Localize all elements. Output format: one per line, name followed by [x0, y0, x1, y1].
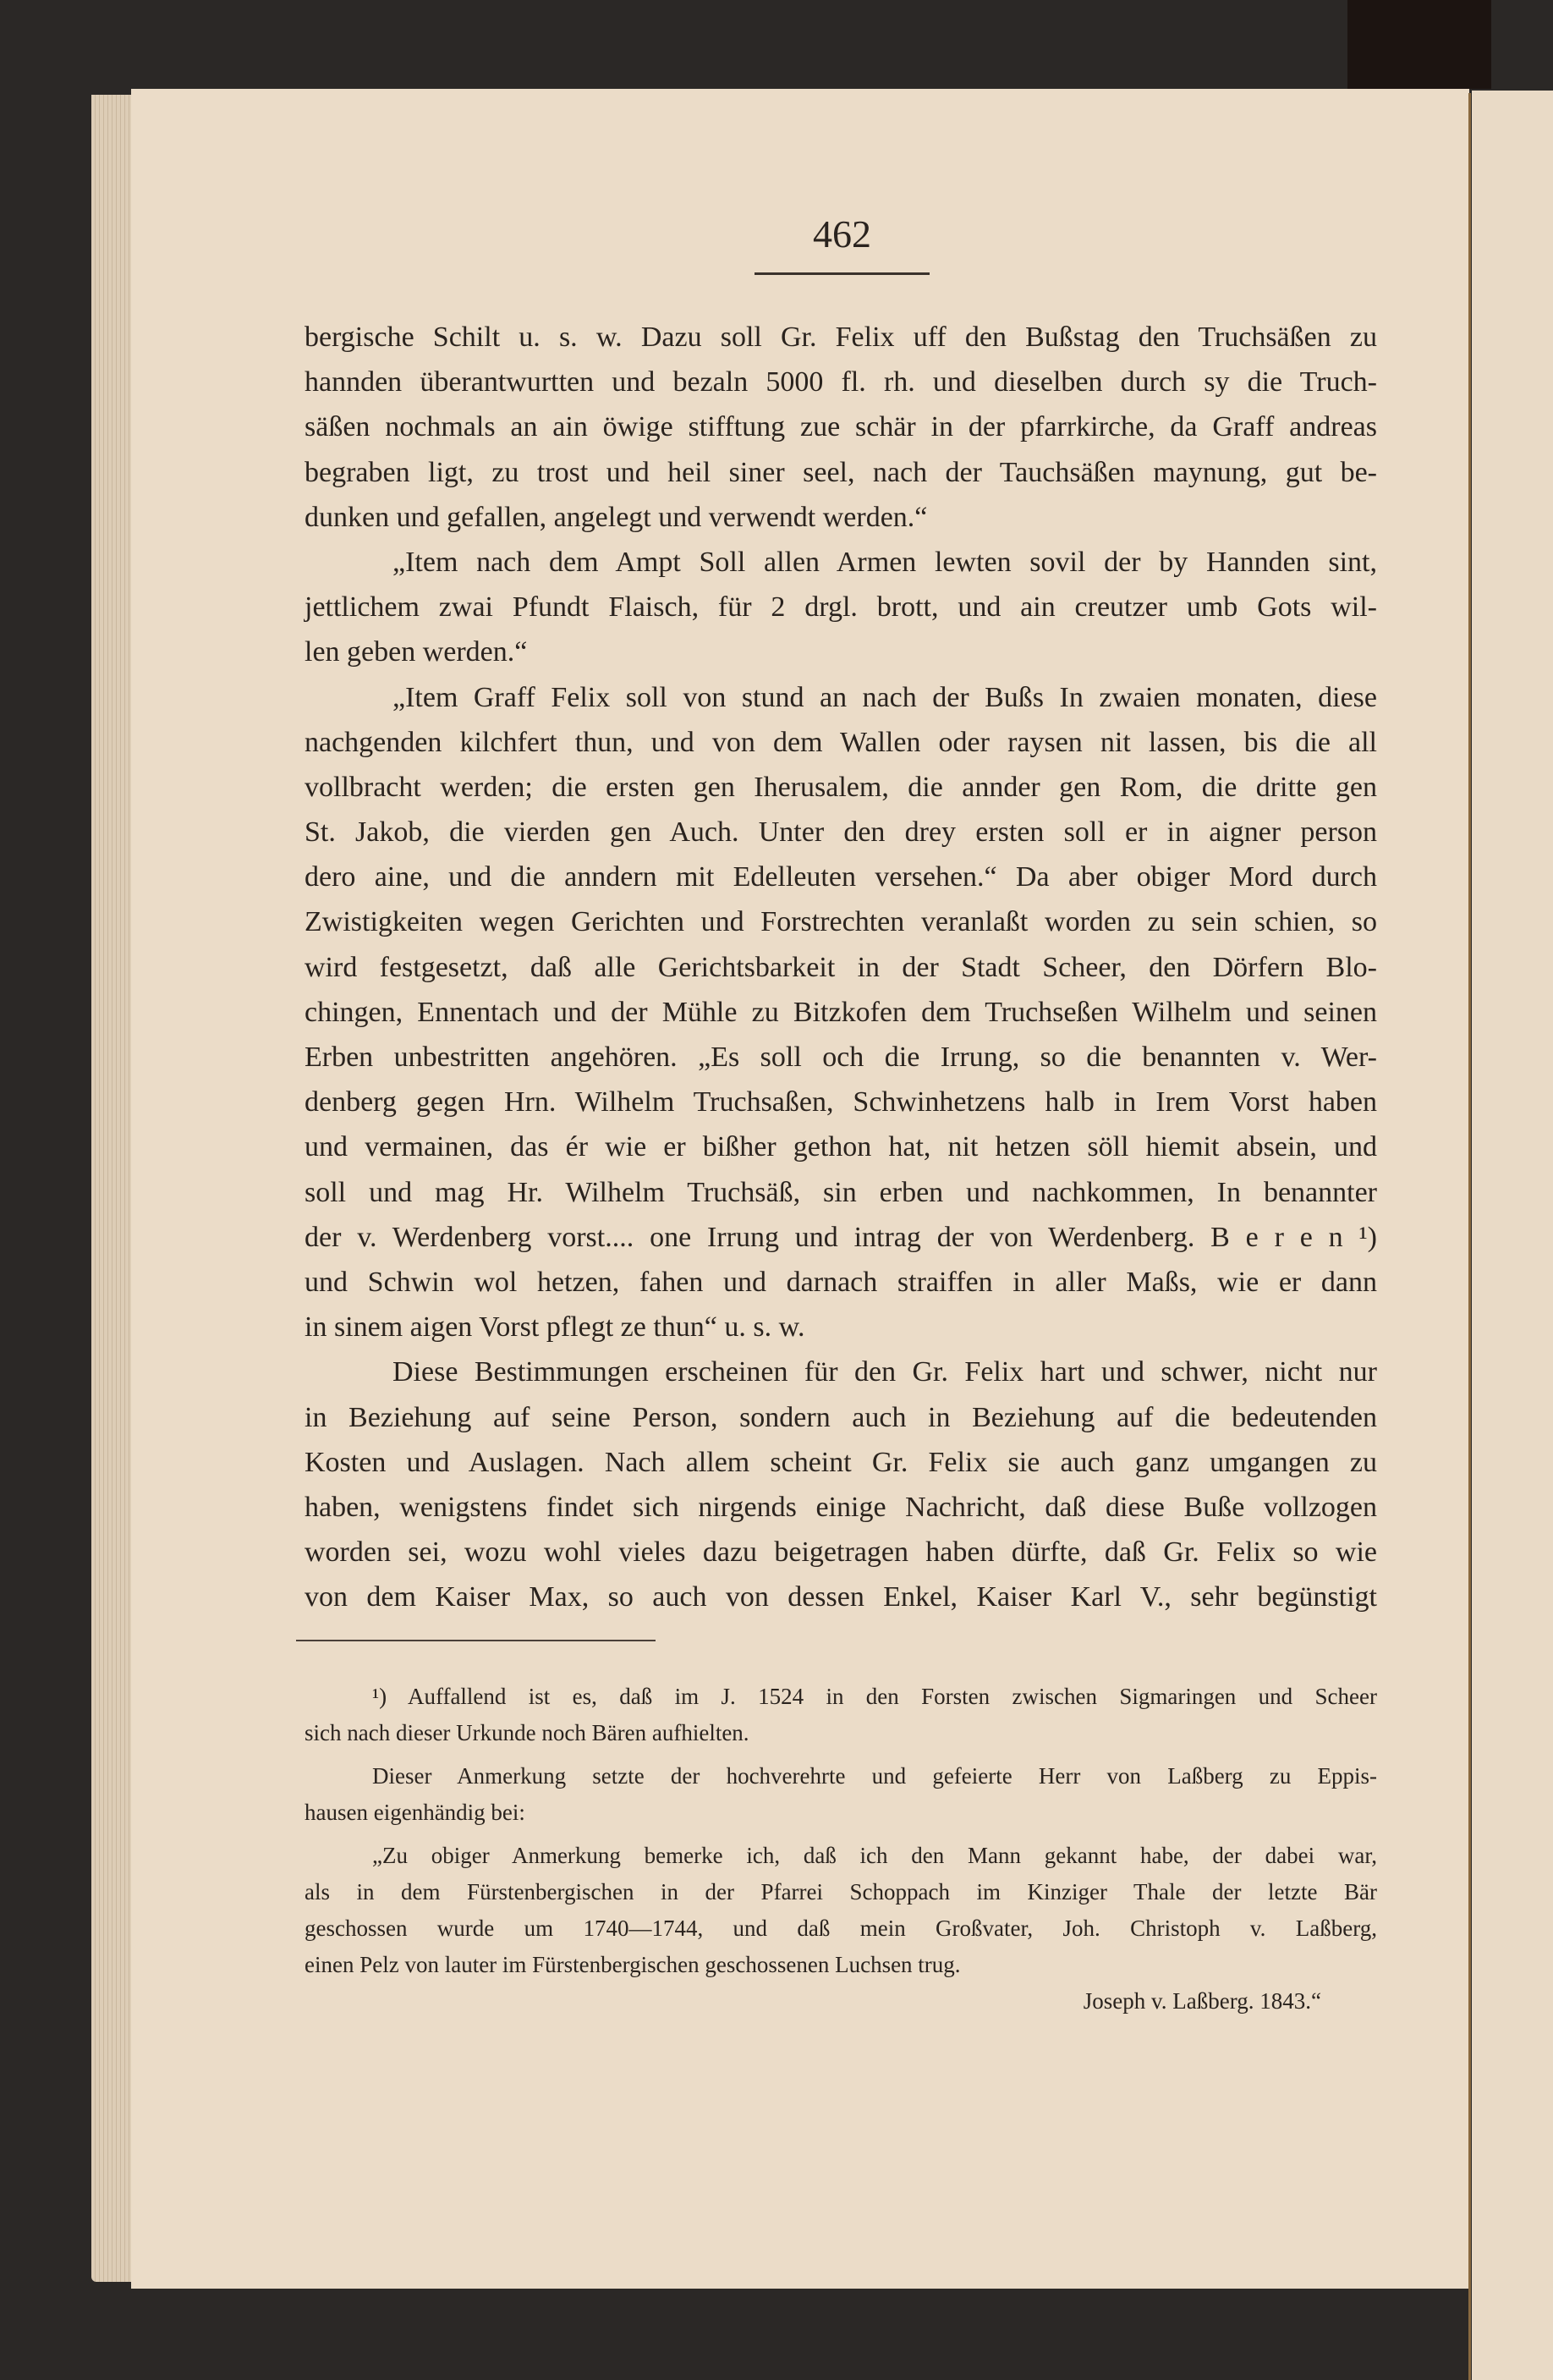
text-line: dunken und gefallen, angelegt und verwendt werden.“	[305, 501, 928, 533]
footnotes	[305, 1679, 1377, 2020]
text-line: „Item Graff Felix soll von stund an nach der Bußs In zwaien monaten, diese	[392, 681, 1377, 713]
footnote-line: ¹) Auffallend ist es, daß im J. 1524 in den Forsten zwischen Sigmaringen und Scheer	[372, 1684, 1377, 1709]
text-line: wird festgesetzt, daß alle Gerichtsbarkeit in der Stadt Scheer, den Dörfern Blo-	[305, 951, 1377, 983]
footnote-line: hausen eigenhändig bei:	[305, 1800, 525, 1825]
footnote-line: als in dem Fürstenbergischen in der Pfarrei Schoppach im Kinziger Thale der letzte Bär	[305, 1879, 1377, 1905]
footnote-line: sich nach dieser Urkunde noch Bären aufhielten.	[305, 1720, 749, 1745]
footnote-line: „Zu obiger Anmerkung bemerke ich, daß ich den Mann gekannt habe, der dabei war,	[372, 1843, 1377, 1868]
text-line: von dem Kaiser Max, so auch von dessen Enkel, Kaiser Karl V., sehr begünstigt	[305, 1581, 1377, 1613]
text-line: vollbracht werden; die ersten gen Iherusalem, die annder gen Rom, die dritte gen	[305, 771, 1377, 803]
text-line: „Item nach dem Ampt Soll allen Armen lewten sovil der by Hannden sint,	[392, 546, 1377, 578]
page-number: 462	[813, 212, 871, 256]
text-line: in sinem aigen Vorst pflegt ze thun“ u. s. w.	[305, 1311, 805, 1344]
scan-background-band	[1347, 0, 1491, 89]
text-line: haben, wenigstens findet sich nirgends einige Nachricht, daß diese Buße vollzogen	[305, 1491, 1377, 1523]
text-line: Zwistigkeiten wegen Gerichten und Forstrechten veranlaßt worden zu sein schien, so	[305, 906, 1377, 938]
footnote-line: Dieser Anmerkung setzte der hochverehrte und gefeierte Herr von Laßberg zu Eppis-	[372, 1763, 1377, 1789]
text-line: Kosten und Auslagen. Nach allem scheint Gr. Felix sie auch ganz umgangen zu	[305, 1446, 1377, 1478]
footnote-line: Joseph v. Laßberg. 1843.“	[1083, 1988, 1321, 2014]
text-line: begraben ligt, zu trost und heil siner seel, nach der Tauchsäßen maynung, gut be-	[305, 456, 1377, 488]
text-line: in Beziehung auf seine Person, sondern auch in Beziehung auf die bedeutenden	[305, 1401, 1377, 1433]
body-text	[305, 315, 1377, 1619]
text-line: St. Jakob, die vierden gen Auch. Unter den drey ersten soll er in aigner person	[305, 816, 1377, 849]
text-line: bergische Schilt u. s. w. Dazu soll Gr. Felix uff den Bußstag den Truchsäßen zu	[305, 322, 1377, 353]
text-line: und Schwin wol hetzen, fahen und darnach straiffen in aller Maßs, wie er dann	[305, 1266, 1377, 1298]
text-line: der v. Werdenberg vorst.... one Irrung und intrag der von Werdenberg. B e r e n ¹)	[305, 1221, 1377, 1253]
text-line: jettlichem zwai Pfundt Flaisch, für 2 drgl. brott, und ain creutzer umb Gots wil-	[305, 591, 1377, 624]
facing-page-edge	[1472, 91, 1553, 2380]
text-line: denberg gegen Hrn. Wilhelm Truchsaßen, Schwinhetzens halb in Irem Vorst haben	[305, 1086, 1377, 1119]
text-line: worden sei, wozu wohl vieles dazu beigetragen haben dürfte, daß Gr. Felix so wie	[305, 1536, 1377, 1569]
page-stack-edge	[91, 95, 134, 2282]
text-line: chingen, Ennentach und der Mühle zu Bitzkofen dem Truchseßen Wilhelm und seinen	[305, 996, 1377, 1028]
text-line: soll und mag Hr. Wilhelm Truchsäß, sin erben und nachkommen, In benannter	[305, 1176, 1377, 1208]
text-line: und vermainen, das ér wie er bißher gethon hat, nit hetzen söll hiemit absein, und	[305, 1131, 1377, 1163]
text-line: hannden überantwurtten und bezaln 5000 fl. rh. und dieselben durch sy die Truch-	[305, 366, 1377, 398]
footnote-separator	[296, 1640, 656, 1641]
text-line: dero aine, und die anndern mit Edelleuten versehen.“ Da aber obiger Mord durch	[305, 861, 1377, 893]
footnote-line: geschossen wurde um 1740—1744, und daß mein Großvater, Joh. Christoph v. Laßberg,	[305, 1916, 1377, 1941]
text-line: len geben werden.“	[305, 636, 528, 668]
text-line: Erben unbestritten angehören. „Es soll och die Irrung, so die benannten v. Wer-	[305, 1042, 1377, 1073]
footnote-line: einen Pelz von lauter im Fürstenbergischen geschossenen Luchsen trug.	[305, 1952, 961, 1977]
page-gutter	[1468, 93, 1471, 2380]
text-line: Diese Bestimmungen erscheinen für den Gr. Felix hart und schwer, nicht nur	[392, 1356, 1377, 1388]
page-number-rule	[755, 272, 930, 275]
text-line: säßen nochmals an ain öwige stifftung zue schär in der pfarrkirche, da Graff andreas	[305, 411, 1377, 443]
text-line: nachgenden kilchfert thun, und von dem Wallen oder raysen nit lassen, bis die all	[305, 726, 1377, 758]
